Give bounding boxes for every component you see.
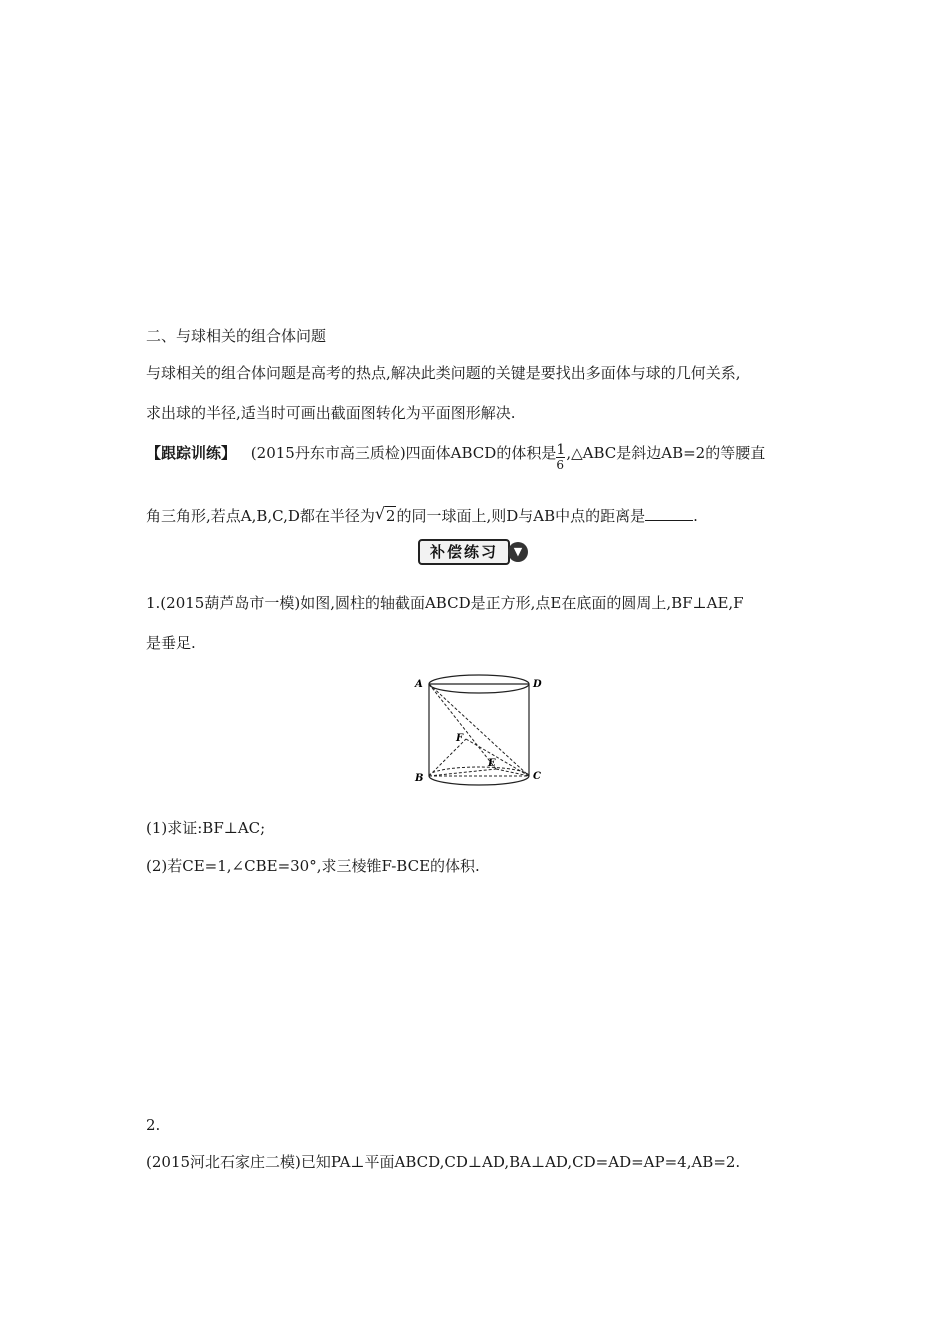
label-e: E [488, 758, 496, 769]
problem2-number: 2. [146, 1116, 161, 1134]
section-heading: 二、与球相关的组合体问题 [146, 327, 327, 345]
intro-line-2: 求出球的半径,适当时可画出截面图转化为平面图形解决. [146, 404, 516, 422]
volume-fraction [556, 442, 566, 472]
problem2-text: (2015河北石家庄二模)已知PA⊥平面ABCD,CD⊥AD,BA⊥AD,CD=AD=AP=4,AB=2. [146, 1153, 741, 1171]
sqrt-expression [375, 506, 397, 526]
problem1-line-1: 1.(2015葫芦岛市一模)如图,圆柱的轴截面ABCD是正方形,点E在底面的圆周上,BF⊥AE,F [146, 594, 744, 612]
tracking-exercise-line-2 [146, 505, 698, 526]
label-d: D [533, 679, 542, 690]
fraction-numerator: 1 [556, 442, 566, 458]
segment-be [429, 769, 496, 776]
practice-banner [418, 539, 530, 565]
tracking-label: 【跟踪训练】 [146, 444, 237, 462]
tracking-text-1: (2015丹东市高三质检)四面体ABCD的体积是 [250, 444, 557, 462]
tracking-line2-end: . [693, 507, 698, 525]
cylinder-figure [410, 668, 550, 792]
intro-line-1: 与球相关的组合体问题是高考的热点,解决此类问题的关键是要找出多面体与球的几何关系, [146, 364, 741, 382]
tracking-line2-a: 角三角形,若点A,B,C,D都在半径为 [146, 507, 375, 525]
tracking-line2-b: 的同一球面上,则D与AB中点的距离是 [396, 507, 646, 525]
tracking-text-2: ,△ABC是斜边AB=2的等腰直 [566, 444, 766, 462]
segment-bf [429, 739, 466, 776]
sqrt-radicand: 2 [385, 507, 396, 525]
segment-fc [466, 739, 529, 776]
problem1-question-1: (1)求证:BF⊥AC; [146, 819, 266, 837]
bottom-front-arc [429, 776, 529, 785]
segment-ae [429, 684, 496, 769]
segment-ac [429, 684, 529, 776]
answer-blank[interactable] [645, 505, 693, 521]
chevron-down-icon: ▼ [508, 542, 528, 562]
sqrt-icon: √ [374, 504, 386, 523]
problem1-line-2: 是垂足. [146, 634, 196, 652]
label-a: A [415, 679, 423, 690]
tracking-exercise-line-1 [146, 442, 766, 472]
label-b: B [415, 773, 424, 784]
fraction-denominator: 6 [556, 458, 564, 472]
label-f: F [456, 733, 464, 744]
label-c: C [533, 771, 541, 782]
problem1-question-2: (2)若CE=1,∠CBE=30°,求三棱锥F-BCE的体积. [146, 857, 480, 875]
practice-banner-label: 补偿练习 [418, 539, 510, 565]
